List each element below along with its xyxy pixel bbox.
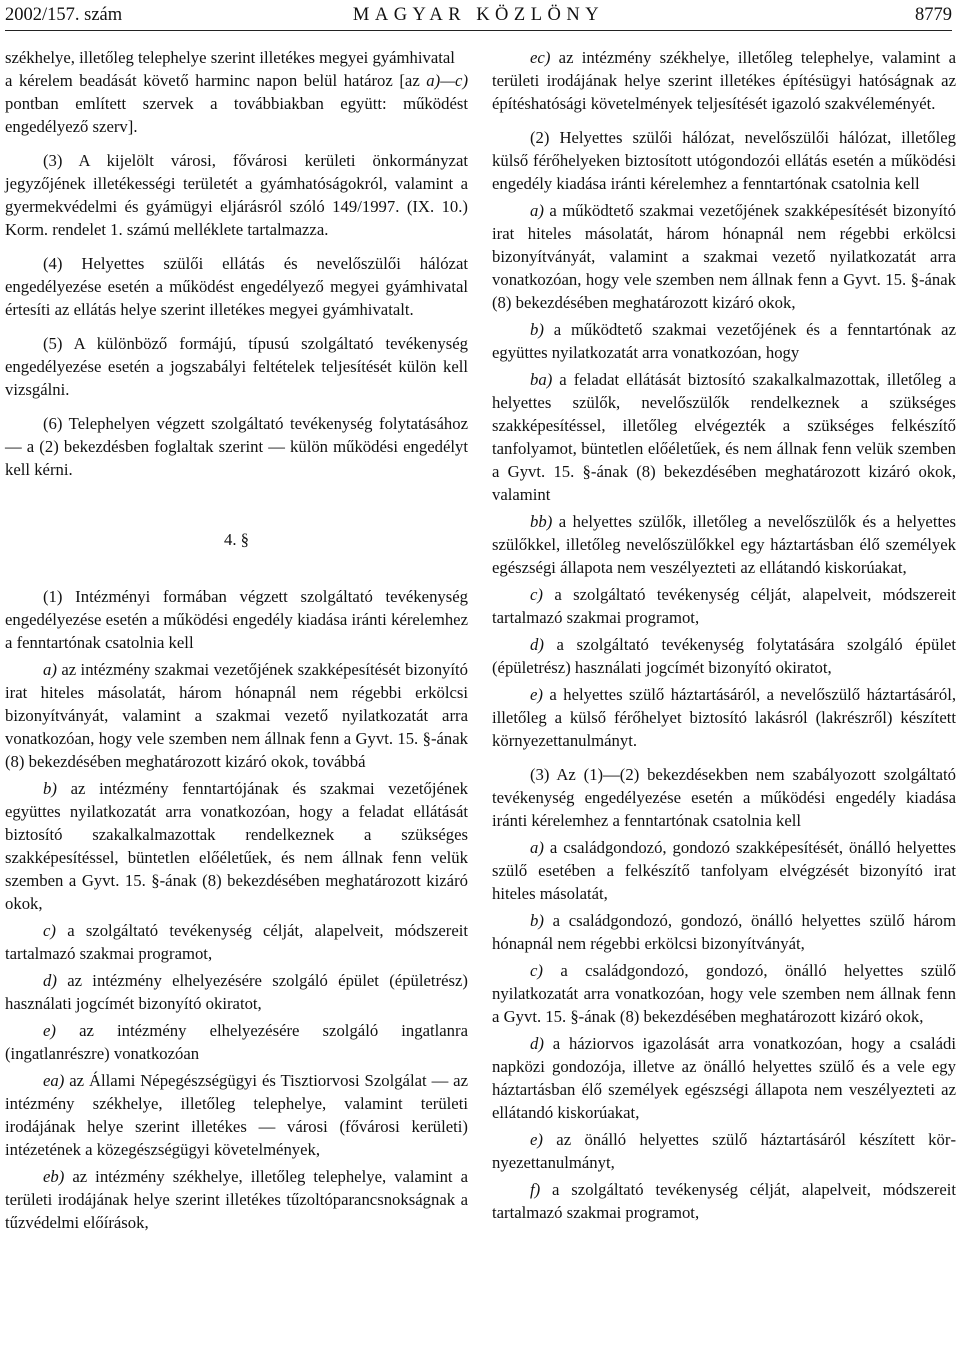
- list-item: [5, 919, 468, 965]
- item-label: d): [530, 635, 544, 654]
- item-label: b): [43, 779, 57, 798]
- point-reference: a)—c): [426, 71, 468, 90]
- paragraph: (3) A kijelölt városi, fővárosi kerületi önkormányzat jegyzőjének illetékességi területét a gyámhatóságokról, valamint a gyermekvédelmi és gyámügyi eljárásról szóló 149/1997. (IX. 10.) Korm. rendelet 1. számú melléklete tartalmazza.: [5, 151, 468, 239]
- item-text: az intézmény székhelye, illetőleg telephelye, valamint a területi irodájának helye szerint illetékes tűzoltóparancsnokságnak a tűzvédelmi előírások,: [5, 1167, 468, 1232]
- paragraph: (2) Helyettes szülői hálózat, nevelőszülői hálózat, illetőleg külső férőhelyeken biztosított utógondozói ellátás esetén a működési engedély kiadása iránti kérelemhez a fenntartónak csatolnia kell: [492, 128, 956, 193]
- paragraph: székhelye, illetőleg telephelye szerint illetékes megyei gyámhivatal: [5, 48, 455, 67]
- item-label: b): [530, 320, 544, 339]
- issue-number: 2002/157. szám: [5, 5, 123, 25]
- list-item: [492, 1128, 956, 1174]
- item-text: az intézmény székhelye, illetőleg telephelye, valamint a területi irodájának helye szerint illetékes építésügyi hatóságnak az építéshatósági követelmények teljesítését igazoló szakvéleményét.: [492, 48, 956, 113]
- list-item: [5, 1019, 468, 1065]
- item-text: a szolgáltató tevékenység célját, alapelveit, módszereit tartalmazó szakmai programot,: [492, 1180, 956, 1222]
- item-text: a feladat ellátását biztosító szakalkalmazottak, illetőleg a helyettes szülők, nevelőszülők rendelkeznek a szükséges szakképesítéssel, illetőleg elvégezték a szükséges felkészítő tanfolyamot, büntetlen előéletűek, és nem állnak fenn velük szemben a Gyvt. 15. §-ának (8) bekezdésében meghatározott kizáró okok, valamint: [492, 370, 956, 504]
- list-item: [492, 46, 956, 115]
- item-label: e): [530, 685, 543, 704]
- item-text: a szolgáltató tevékenység folytatására szolgáló épület (épületrész) használati jogcímét bizonyító okiratot,: [492, 635, 956, 677]
- item-text: a háziorvos igazolását arra vonatkozóan, hogy a családi napközi gondozója, illetve az önálló helyettes szülő és a vele egy háztartásban élő személyek egészségi állapota nem veszélyezteti az ellátandó kiskorúakat,: [492, 1034, 956, 1122]
- item-label: d): [43, 971, 57, 990]
- item-text: a szolgáltató tevékenység célját, alapelveit, módszereit tartalmazó szakmai programot,: [5, 921, 468, 963]
- item-label: e): [43, 1021, 56, 1040]
- item-label: c): [43, 921, 56, 940]
- item-label: c): [530, 585, 543, 604]
- paragraph: (4) Helyettes szülői ellátás és nevelőszülői hálózat engedélyezése esetén a működést engedélyező megyei gyámhivatal értesíti az ellátás helye szerint illetékes megyei gyámhivatalt.: [5, 254, 468, 319]
- item-text: a működtető szakmai vezetőjének szakképesítését bizonyító irat hiteles másolatát, három hónapnál nem régebbi erkölcsi bizonyítványát, valamint a szakmai vezető nyilatkozatát arra vonatkozóan, hogy vele szemben nem állnak fenn a Gyvt. 15. §-ának (8) bekezdésében meghatározott kizáró okok,: [492, 201, 956, 312]
- item-label: a): [530, 201, 544, 220]
- text: a kérelem beadását követő harminc napon belül határoz [az: [5, 71, 427, 90]
- item-text: az intézmény elhelyezésére szolgáló ingatlanra (ingatlanrészre) vonatkozóan: [5, 1021, 468, 1063]
- publication-title: MAGYAR KÖZLÖNY: [352, 5, 605, 25]
- item-text: az Állami Népegészségügyi és Tisztiorvosi Szolgálat — az intézmény székhelye, illetőleg telephelye, valamint területi irodájának helye szerint illetékes — városi (fővárosi kerületi) intézetének a közegészségügyi követelmények,: [5, 1071, 468, 1159]
- list-item: [492, 1032, 956, 1124]
- page-header: [5, 3, 952, 27]
- list-item: [492, 1178, 956, 1224]
- item-label: f): [530, 1180, 541, 1199]
- page-number: 8779: [915, 5, 952, 25]
- list-item: [5, 1069, 468, 1161]
- list-item: [492, 583, 956, 629]
- item-text: a helyettes szülők, illetőleg a nevelőszülők és a helyettes szülőkkel, illetőleg nevelőszülőkkel egy háztartásban élő személyek egészségi állapota nem veszélyezteti az ellátandó kiskorúakat,: [492, 512, 956, 577]
- left-column: [5, 46, 468, 1234]
- item-text: a szolgáltató tevékenység célját, alapelveit, módszereit tartalmazó szakmai programot,: [492, 585, 956, 627]
- item-label: e): [530, 1130, 543, 1149]
- list-item: [492, 633, 956, 679]
- list-item: [492, 959, 956, 1028]
- list-item: [492, 683, 956, 752]
- paragraph: (1) Intézményi formában végzett szolgáltató tevékenység engedélyezése esetén a működési engedély kiadása iránti kérelemhez a fenntartónak csatolnia kell: [5, 587, 468, 652]
- item-label: ec): [530, 48, 551, 67]
- item-label: ea): [43, 1071, 65, 1090]
- item-text: a működtető szakmai vezetőjének és a fenntartónak az együttes nyilatkozatát arra vonatkozóan, hogy: [492, 320, 956, 362]
- text: pontban említett szervek a továbbiakban együtt: működést engedélyező szerv].: [5, 94, 468, 136]
- item-label: c): [530, 961, 543, 980]
- item-text: a családgondozó, gondozó szakképesítését, önálló helyettes szülő esetében a felkészítő tanfolyam elvégzését bizonyító irat hiteles másolatát,: [492, 838, 956, 903]
- list-item: [5, 1165, 468, 1234]
- item-label: a): [530, 838, 544, 857]
- item-text: az intézmény elhelyezésére szolgáló épület (épületrész) használati jogcímét bizonyító okiratot,: [5, 971, 468, 1013]
- list-item: [492, 510, 956, 579]
- list-item: [492, 836, 956, 905]
- item-label: ba): [530, 370, 553, 389]
- item-label: a): [43, 660, 57, 679]
- list-item: [5, 658, 468, 773]
- item-text: a családgondozó, gondozó, önálló helyettes szülő három hónapnál nem régebbi erkölcsi bizonyítványát,: [492, 911, 956, 953]
- item-text: az intézmény szakmai vezetőjének szakképesítését bizonyító irat hiteles másolatát, három hónapnál nem régebbi erkölcsi bizonyítványát, valamint a szakmai vezető nyilatkozatát arra vonatkozóan, hogy vele szemben nem állnak fenn a Gyvt. 15. §-ának (8) bekezdésében meghatározott kizáró okok, továbbá: [5, 660, 468, 771]
- item-label: bb): [530, 512, 553, 531]
- item-label: eb): [43, 1167, 65, 1186]
- paragraph: [5, 69, 468, 138]
- section-heading: 4. §: [223, 530, 250, 549]
- item-text: az önálló helyettes szülő háztartásáról készített környezettanulmányt,: [492, 1130, 956, 1172]
- paragraph: (5) A különböző formájú, típusú szolgáltató tevékenység engedélyezése esetén a jogszabályi feltételek teljesítését külön kell vizsgálni.: [5, 334, 468, 399]
- item-label: b): [530, 911, 544, 930]
- list-item: [492, 909, 956, 955]
- paragraph: (3) Az (1)—(2) bekezdésekben nem szabályozott szolgáltató tevékenység engedélyezése esetén a működési engedély kiadása iránti kérelemhez a fenntartónak csatolnia kell: [492, 765, 956, 830]
- list-item: [492, 199, 956, 314]
- right-column: [492, 46, 956, 1224]
- list-item: [492, 368, 956, 506]
- list-item: [5, 777, 468, 915]
- paragraph: (6) Telephelyen végzett szolgáltató tevékenység folytatásához — a (2) bekezdésben foglaltak szerint — külön működési engedélyt kell kérni.: [5, 414, 468, 479]
- item-label: d): [530, 1034, 544, 1053]
- item-text: a helyettes szülő háztartásáról, a nevelőszülő háztartásáról, illetőleg a külső férőhelyet biztosító lakásról (lakrészről) készített környezettanulmányt.: [492, 685, 956, 750]
- list-item: [492, 318, 956, 364]
- header-rule: [5, 30, 952, 31]
- list-item: [5, 969, 468, 1015]
- item-text: a családgondozó, gondozó, önálló helyettes szülő nyilatkozatát arra vonatkozóan, hogy vele szemben nem állnak fenn a Gyvt. 15. §-ának (8) bekezdésében meghatározott kizáró okok,: [492, 961, 956, 1026]
- item-text: az intézmény fenntartójának és szakmai vezetőjének együttes nyilatkozatát arra vonatkozóan, hogy a feladat ellátását biztosító szakalkalmazottak rendelkeznek a szükséges szakképesítéssel, büntetlen előéletűek, és nem állnak fenn velük szemben a Gyvt. 15. §-ának (8) bekezdésében meghatározott kizáró okok,: [5, 779, 468, 913]
